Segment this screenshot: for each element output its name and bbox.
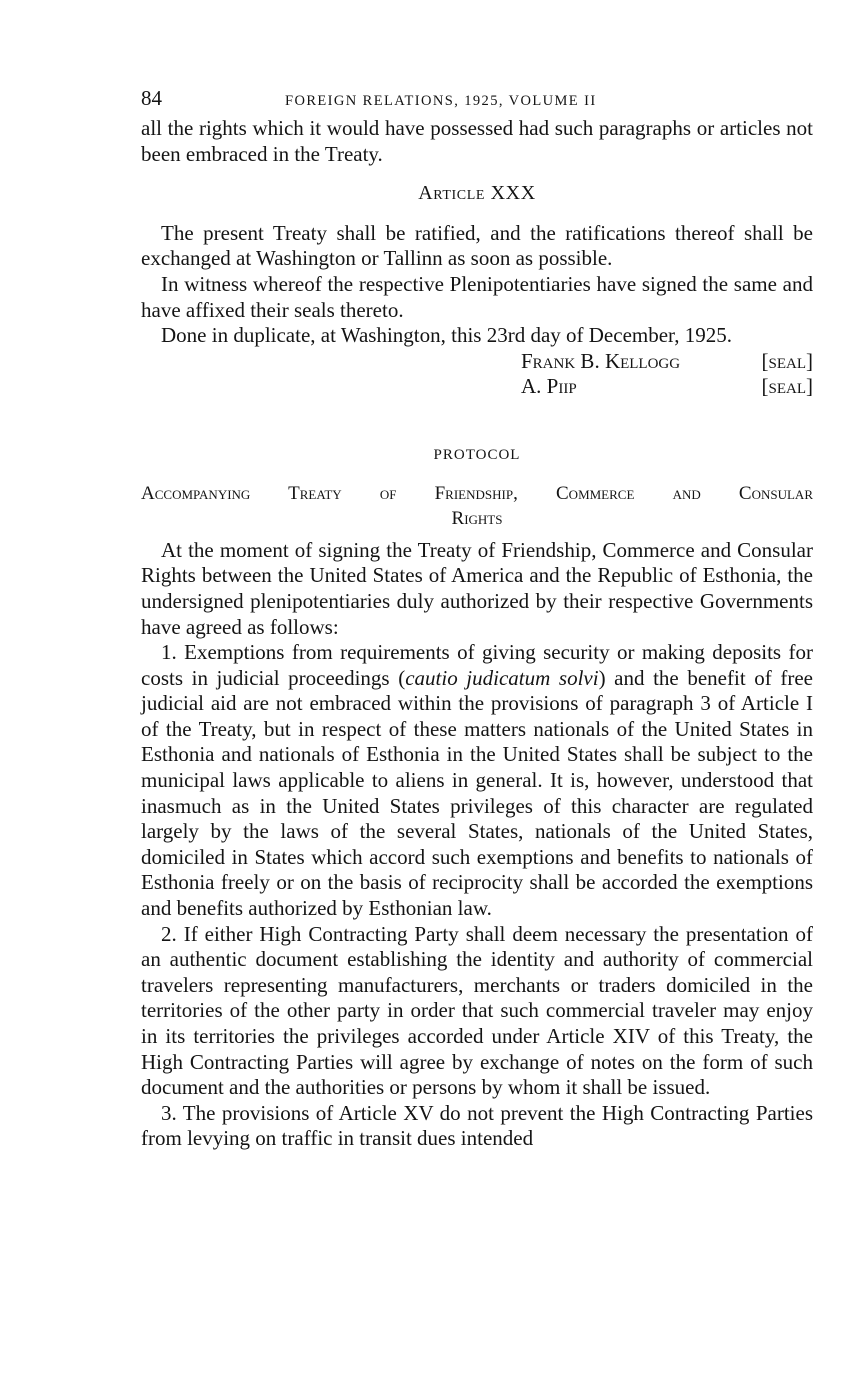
signature-block bbox=[521, 349, 813, 400]
done-paragraph: Done in duplicate, at Washington, this 23rd day of December, 1925. bbox=[161, 323, 732, 348]
protocol-subtitle-line: Accompanying Treaty of Friendship, Commerce and Consular bbox=[141, 482, 813, 504]
page-number: 84 bbox=[141, 86, 162, 110]
protocol-item-2: 2. If either High Contracting Party shall deem necessary the presentation of an authentic document establishing the identity and authority of commercial travelers representing manufacturers, merchants or traders domiciled in the territories of the other party in order that such commercial traveler may enjoy in its territories the privileges accorded under Article XIV of this Treaty, the High Contracting Parties will agree by exchange of notes on the form of such document and the authorities or persons by whom it shall be issued. bbox=[141, 921, 813, 1100]
protocol-intro: At the moment of signing the Treaty of Friendship, Commerce and Consular Rights between the United States of America and the Republic of Esthonia, the undersigned plenipotentiaries duly authorized by their respective Governments have agreed as follows: bbox=[141, 537, 813, 639]
document-page bbox=[141, 86, 813, 1152]
protocol-item-3: 3. The provisions of Article XV do not prevent the High Contracting Parties from levying on traffic in transit dues intended bbox=[141, 1100, 813, 1151]
signatory-name: Frank B. Kellogg bbox=[521, 348, 681, 373]
protocol-title: PROTOCOL bbox=[433, 446, 521, 463]
signature-row bbox=[521, 349, 813, 375]
continued-paragraph: all the rights which it would have possessed had such paragraphs or articles not been embraced in the Treaty. bbox=[141, 116, 813, 166]
protocol-subtitle bbox=[141, 481, 813, 532]
ratification-paragraph: The present Treaty shall be ratified, and the ratifications thereof shall be exchanged at Washington or Tallinn as soon as possible. bbox=[141, 220, 813, 271]
item-text: ) and the benefit of free judicial aid are not embraced within the provisions of paragraph 3 of Article I of the Treaty, but in respect of these matters nationals of the United States in Esthonia and nationals of Esthonia in the United States shall be subject to the municipal laws applicable to aliens in general. It is, however, understood that inasmuch as in the United States privileges of this character are regulated largely by the laws of the several States, nationals of the United States, domiciled in States which accord such exemptions and benefits to nationals of Esthonia freely or on the basis of reciprocity shall be accorded the exemptions and benefits authorized by Esthonian law. bbox=[141, 665, 813, 921]
seal-mark: [seal] bbox=[761, 374, 813, 399]
witness-paragraph: In witness whereof the respective Plenipotentiaries have signed the same and have affixed their seals thereto. bbox=[141, 271, 813, 322]
protocol-item-1 bbox=[141, 640, 813, 922]
running-head: FOREIGN RELATIONS, 1925, VOLUME II bbox=[285, 93, 597, 109]
item-text: 1. Exemptions from requirements of giving security or making deposits for costs in judicial proceedings ( bbox=[141, 640, 813, 690]
page-header bbox=[141, 86, 813, 116]
article-heading: Article XXX bbox=[418, 182, 536, 205]
seal-mark: [seal] bbox=[761, 348, 813, 373]
latin-term: cautio judicatum solvi bbox=[405, 665, 599, 690]
signatory-name: A. Piip bbox=[521, 374, 577, 399]
signature-row bbox=[521, 374, 813, 400]
protocol-subtitle-line: Rights bbox=[451, 508, 503, 530]
